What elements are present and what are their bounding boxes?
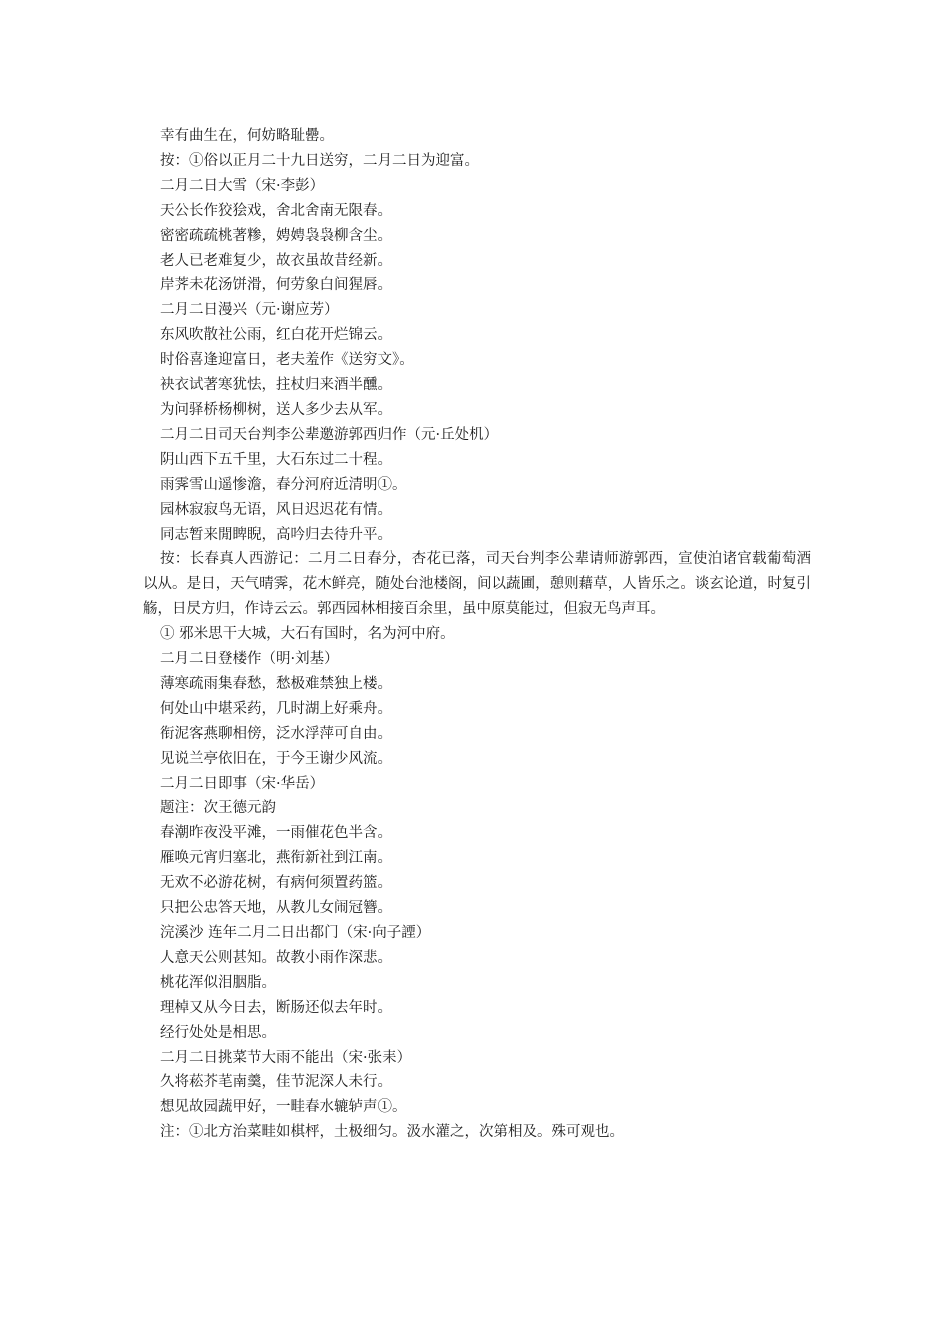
poem-line: 桃花浑似泪胭脂。 [160, 974, 276, 991]
text-line: 按：①俗以正月二十九日送穷，二月二日为迎富。 [160, 152, 479, 169]
title-note: 题注：次王德元韵 [160, 800, 276, 817]
poem-line: 见说兰亭依旧在，于今王谢少风流。 [160, 750, 392, 767]
poem-title: 二月二日挑菜节大雨不能出（宋·张耒） [160, 1049, 412, 1066]
poem-line: 薄寒疏雨集春愁，愁极难禁独上楼。 [160, 675, 392, 692]
poem-line: 想见故园蔬甲好，一畦春水辘轳声①。 [160, 1099, 407, 1116]
document-body [143, 124, 811, 1145]
poem-line: 理棹又从今日去，断肠还似去年时。 [160, 999, 392, 1016]
poem-title: 二月二日司天台判李公辈邀游郭西归作（元·丘处机） [160, 426, 499, 443]
poem-line: 经行处处是相思。 [160, 1024, 276, 1041]
poem-line: 同志暂来閒睥睨，高吟归去待升平。 [160, 526, 392, 543]
poem-line: 阴山西下五千里，大石东过二十程。 [160, 451, 392, 468]
note-paragraph: 按：长春真人西游记：二月二日春分，杏花已落，司天台判李公辈请师游郭西，宣使泊诸官载葡萄酒以从。是日，天气晴霁，花木鲜亮，随处台池楼阁，间以蔬圃，憩则藉草，人皆乐之。谈玄论道，时复引觞，日昃方归，作诗云云。郭西园林相接百余里，虽中原莫能过，但寂无鸟声耳。 [143, 551, 811, 618]
poem-line: 袂衣试著寒犹怯，拄杖归来酒半醺。 [160, 377, 392, 394]
poem-line: 无欢不必游花树，有病何须置药篮。 [160, 875, 392, 892]
poem-line: 雁唤元宵归塞北，燕衔新社到江南。 [160, 850, 392, 867]
poem-line: 何处山中堪采药，几时湖上好乘舟。 [160, 700, 392, 717]
footnote: ① 邪米思干大城，大石有国时，名为河中府。 [160, 626, 455, 643]
poem-line: 时俗喜逢迎富日，老夫羞作《送穷文》。 [160, 352, 414, 369]
poem-line: 密密疏疏桃著糁，娉娉袅袅柳含尘。 [160, 227, 392, 244]
poem-line: 衔泥客燕聊相傍，泛水浮萍可自由。 [160, 725, 392, 742]
text-line: 幸有曲生在，何妨略耻罍。 [160, 128, 334, 144]
poem-title: 二月二日大雪（宋·李彭） [160, 177, 325, 194]
poem-line: 春潮昨夜没平滩，一雨催花色半含。 [160, 825, 392, 842]
poem-line: 岸荠未花汤饼滑，何劳象白间猩唇。 [160, 277, 392, 294]
poem-line: 雨霁雪山遥惨澹，春分河府近清明①。 [160, 476, 407, 493]
poem-line: 天公长作狡狯戏，舍北舍南无限春。 [160, 202, 392, 219]
poem-title: 二月二日登楼作（明·刘基） [160, 651, 339, 668]
poem-line: 东风吹散社公雨，红白花开烂锦云。 [160, 327, 392, 344]
poem-line: 人意天公则甚知。故教小雨作深悲。 [160, 949, 392, 966]
footnote: 注：①北方治菜畦如棋枰，土极细匀。汲水灌之，次第相及。殊可观也。 [160, 1124, 624, 1141]
poem-line: 久将菘芥芼南羹，佳节泥深人未行。 [160, 1074, 392, 1091]
poem-line: 园林寂寂鸟无语，风日迟迟花有情。 [160, 501, 392, 518]
poem-line: 老人已老难复少，故衣虽故昔经新。 [160, 252, 392, 269]
poem-title: 浣溪沙 连年二月二日出都门（宋·向子諲） [160, 925, 431, 941]
poem-line: 为问驿桥杨柳树，送人多少去从军。 [160, 401, 392, 418]
poem-title: 二月二日即事（宋·华岳） [160, 775, 325, 792]
poem-title: 二月二日漫兴（元·谢应芳） [160, 302, 339, 319]
poem-line: 只把公忠答天地，从教儿女闹冠簪。 [160, 900, 392, 917]
